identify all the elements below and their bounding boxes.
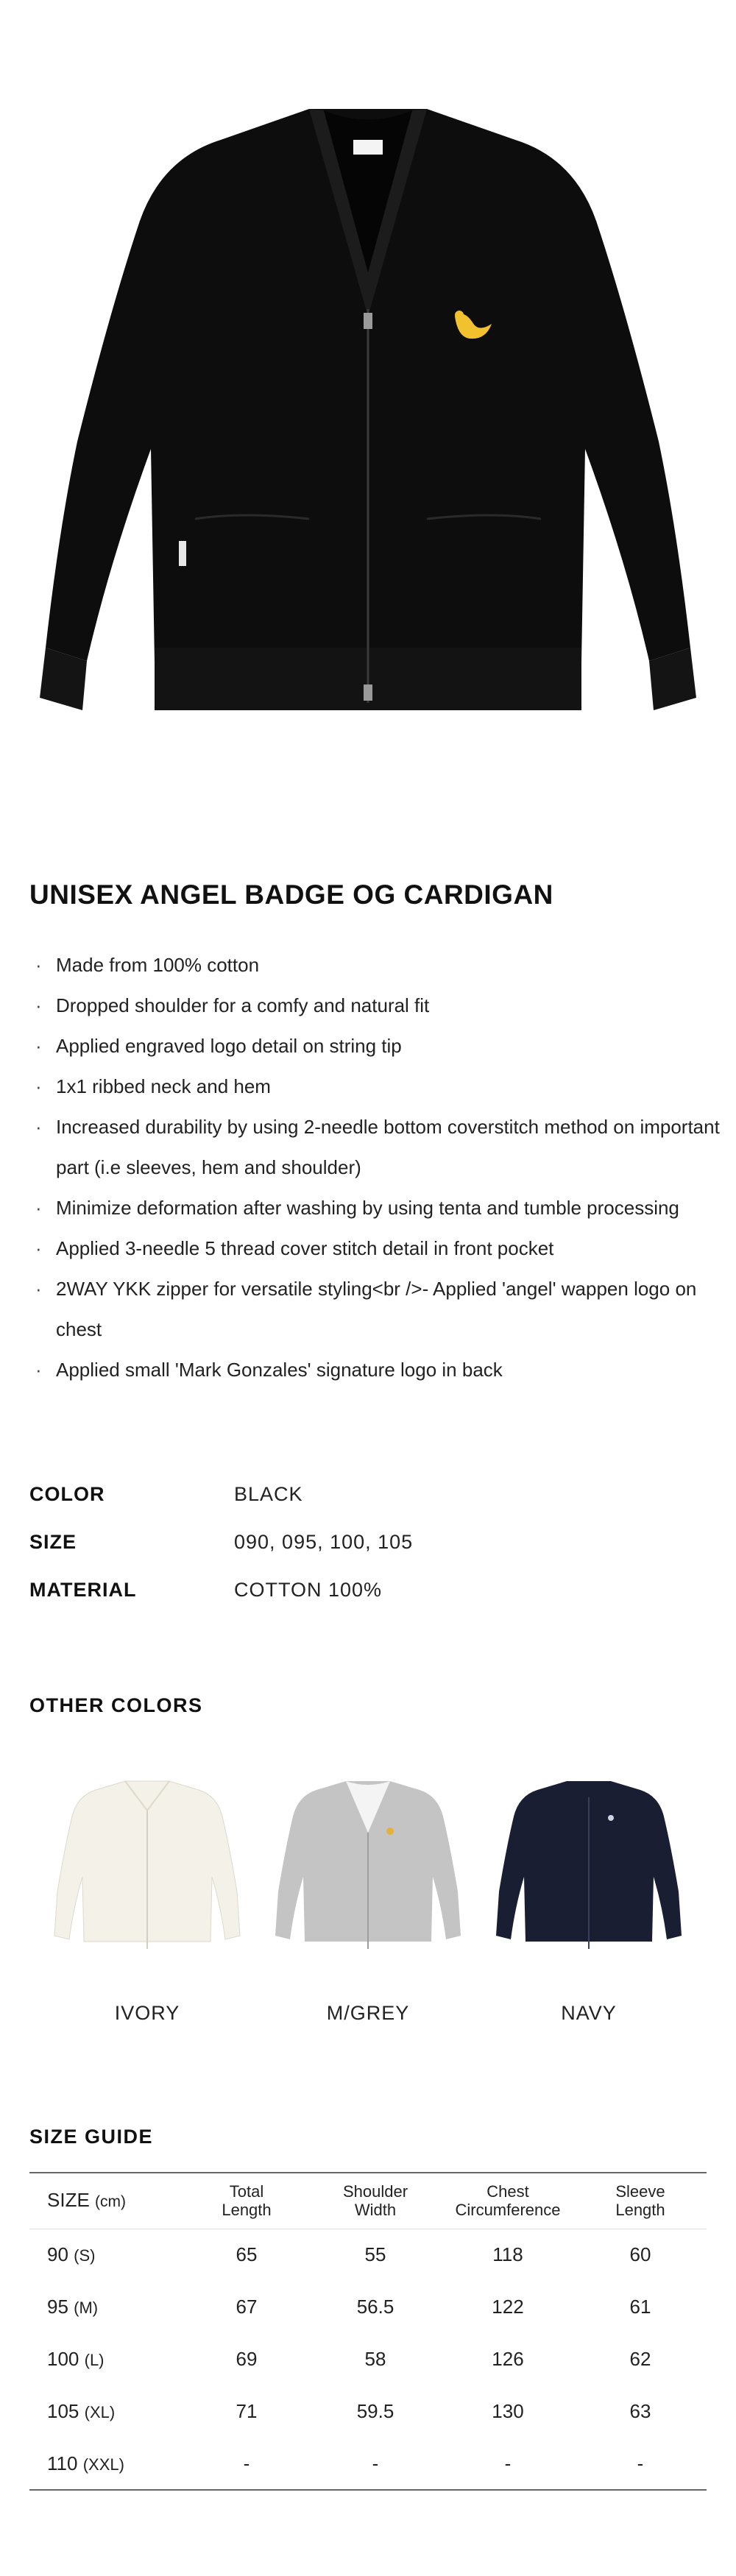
header-sleeve-line1: Sleeve xyxy=(615,2182,665,2201)
shoulder-cell: 58 xyxy=(364,2348,386,2370)
feature-item: · 1x1 ribbed neck and hem xyxy=(29,1066,721,1107)
table-row xyxy=(29,2229,707,2281)
color-label-ivory[interactable]: IVORY xyxy=(114,2002,180,2024)
header-size xyxy=(29,2173,184,2229)
size-cell xyxy=(29,2281,184,2333)
color-label-mgrey[interactable]: M/GREY xyxy=(326,2002,410,2024)
chest-cell: 122 xyxy=(492,2296,524,2318)
total-length-cell: 67 xyxy=(236,2296,258,2318)
spec-table xyxy=(29,1471,692,1614)
feature-item: · Applied 3-needle 5 thread cover stitch detail in front pocket xyxy=(29,1228,721,1269)
spec-row-material xyxy=(29,1566,692,1614)
mgrey-cardigan-thumbnail xyxy=(265,1759,471,1980)
total-length-cell: - xyxy=(243,2452,250,2474)
feature-list xyxy=(29,945,721,1390)
size-number: 90 xyxy=(47,2243,68,2266)
spec-row-color xyxy=(29,1471,692,1518)
size-guide-title: SIZE GUIDE xyxy=(29,2126,154,2148)
size-cell xyxy=(29,2385,184,2438)
header-sleeve-length xyxy=(574,2173,707,2229)
shoulder-cell: 56.5 xyxy=(356,2296,394,2318)
size-letter: (S) xyxy=(74,2246,96,2265)
header-chest-line1: Chest xyxy=(486,2182,529,2201)
sleeve-cell: 60 xyxy=(629,2243,651,2266)
size-guide-table xyxy=(29,2172,707,2491)
size-letter: (M) xyxy=(74,2299,99,2317)
table-row xyxy=(29,2438,707,2490)
spec-value: 090, 095, 100, 105 xyxy=(234,1531,414,1553)
total-length-cell: 65 xyxy=(236,2243,258,2266)
header-chest xyxy=(442,2173,574,2229)
header-unit: (cm) xyxy=(95,2193,127,2210)
color-label-navy[interactable]: NAVY xyxy=(561,2002,617,2024)
sleeve-cell: 61 xyxy=(629,2296,651,2318)
feature-item: · Increased durability by using 2-needle bottom coverstitch method on important part (i.e sleeves, hem and shoulder) xyxy=(29,1107,721,1188)
shoulder-cell: 59.5 xyxy=(356,2400,394,2422)
table-row xyxy=(29,2385,707,2438)
table-row xyxy=(29,2333,707,2385)
navy-cardigan-thumbnail xyxy=(486,1759,692,1980)
size-letter: (XL) xyxy=(84,2403,116,2421)
ivory-cardigan-thumbnail xyxy=(44,1759,250,1980)
color-option-mgrey[interactable] xyxy=(265,1759,471,1980)
spec-value: BLACK xyxy=(234,1483,303,1505)
header-chest-line2: Circumference xyxy=(455,2201,561,2220)
header-shoulder-width xyxy=(309,2173,442,2229)
table-row xyxy=(29,2281,707,2333)
size-number: 95 xyxy=(47,2296,68,2318)
sleeve-cell: 63 xyxy=(629,2400,651,2422)
product-image xyxy=(0,0,736,795)
size-cell xyxy=(29,2438,184,2490)
feature-item: · 2WAY YKK zipper for versatile styling<br />- Applied 'angel' wappen logo on chest xyxy=(29,1269,721,1350)
shoulder-cell: 55 xyxy=(364,2243,386,2266)
cardigan-illustration xyxy=(0,0,736,795)
size-letter: (L) xyxy=(84,2351,105,2369)
feature-item: · Made from 100% cotton xyxy=(29,945,721,986)
header-shoulder-line2: Width xyxy=(354,2201,397,2220)
product-title: UNISEX ANGEL BADGE OG CARDIGAN xyxy=(29,880,553,910)
chest-cell: - xyxy=(504,2452,512,2474)
feature-item: · Applied engraved logo detail on string tip xyxy=(29,1026,721,1066)
spec-label: MATERIAL xyxy=(29,1579,137,1601)
spec-label: COLOR xyxy=(29,1483,105,1505)
feature-item: · Minimize deformation after washing by using tenta and tumble processing xyxy=(29,1188,721,1228)
shoulder-cell: - xyxy=(372,2452,379,2474)
chest-cell: 130 xyxy=(492,2400,524,2422)
feature-item: · Dropped shoulder for a comfy and natural fit xyxy=(29,986,721,1026)
chest-cell: 118 xyxy=(492,2243,523,2266)
header-sleeve-line2: Length xyxy=(615,2201,665,2220)
size-number: 100 xyxy=(47,2348,79,2370)
color-option-navy[interactable] xyxy=(486,1759,692,1980)
spec-label: SIZE xyxy=(29,1531,77,1553)
size-cell xyxy=(29,2333,184,2385)
size-number: 110 xyxy=(47,2452,78,2474)
spec-row-size xyxy=(29,1518,692,1566)
total-length-cell: 71 xyxy=(236,2400,258,2422)
other-colors-title: OTHER COLORS xyxy=(29,1694,203,1716)
header-shoulder-line1: Shoulder xyxy=(342,2182,408,2201)
size-cell xyxy=(29,2229,184,2281)
color-option-ivory[interactable] xyxy=(44,1759,250,1980)
header-total-length-line2: Length xyxy=(222,2201,272,2220)
total-length-cell: 69 xyxy=(236,2348,258,2370)
spec-value: COTTON 100% xyxy=(234,1579,383,1601)
header-total-length-line1: Total xyxy=(229,2182,264,2201)
sleeve-cell: - xyxy=(637,2452,644,2474)
header-total-length xyxy=(184,2173,309,2229)
size-guide-header-row xyxy=(29,2173,707,2229)
feature-item: · Applied small 'Mark Gonzales' signature logo in back xyxy=(29,1350,721,1390)
size-number: 105 xyxy=(47,2400,79,2422)
sleeve-cell: 62 xyxy=(629,2348,651,2370)
chest-cell: 126 xyxy=(492,2348,524,2370)
size-letter: (XXL) xyxy=(82,2455,124,2474)
header-size-label: SIZE xyxy=(47,2188,90,2211)
